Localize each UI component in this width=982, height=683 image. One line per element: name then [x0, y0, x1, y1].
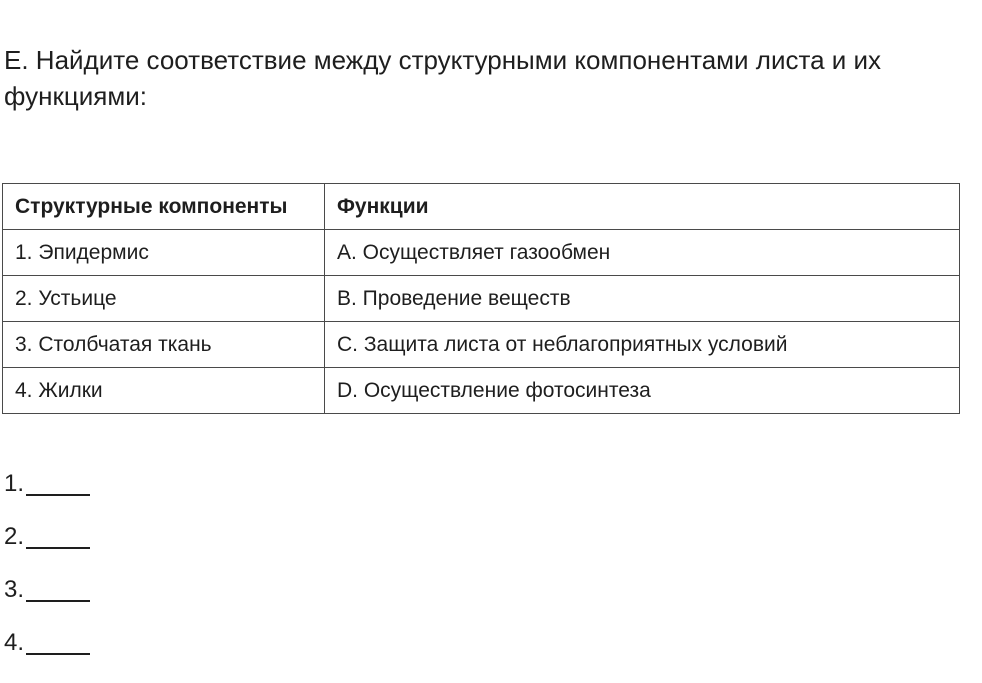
- answer-list: [4, 470, 90, 682]
- header-components: Структурные компоненты: [3, 184, 325, 230]
- function-cell: D. Осуществление фотосинтеза: [325, 368, 960, 414]
- answer-item: [4, 523, 90, 576]
- answer-number: 3.: [4, 576, 25, 603]
- answer-blank[interactable]: [26, 629, 90, 655]
- table-row: [3, 230, 960, 276]
- table-row: [3, 276, 960, 322]
- task-title: Е. Найдите соответствие между структурными компонентами листа и их функциями:: [4, 45, 882, 111]
- answer-blank[interactable]: [26, 523, 90, 549]
- function-cell: В. Проведение веществ: [325, 276, 960, 322]
- table-row: [3, 322, 960, 368]
- answer-number: 4.: [4, 629, 25, 656]
- component-cell: 4. Жилки: [3, 368, 325, 414]
- answer-blank[interactable]: [26, 470, 90, 496]
- component-cell: 3. Столбчатая ткань: [3, 322, 325, 368]
- function-cell: А. Осуществляет газообмен: [325, 230, 960, 276]
- answer-item: [4, 470, 90, 523]
- component-cell: 2. Устьице: [3, 276, 325, 322]
- component-cell: 1. Эпидермис: [3, 230, 325, 276]
- answer-item: [4, 576, 90, 629]
- answer-number: 2.: [4, 523, 25, 550]
- answer-number: 1.: [4, 470, 25, 497]
- header-functions: Функции: [325, 184, 960, 230]
- function-cell: С. Защита листа от неблагоприятных условий: [325, 322, 960, 368]
- answer-blank[interactable]: [26, 576, 90, 602]
- table-row: [3, 368, 960, 414]
- answer-item: [4, 629, 90, 682]
- matching-table: [2, 183, 960, 414]
- table-header-row: [3, 184, 960, 230]
